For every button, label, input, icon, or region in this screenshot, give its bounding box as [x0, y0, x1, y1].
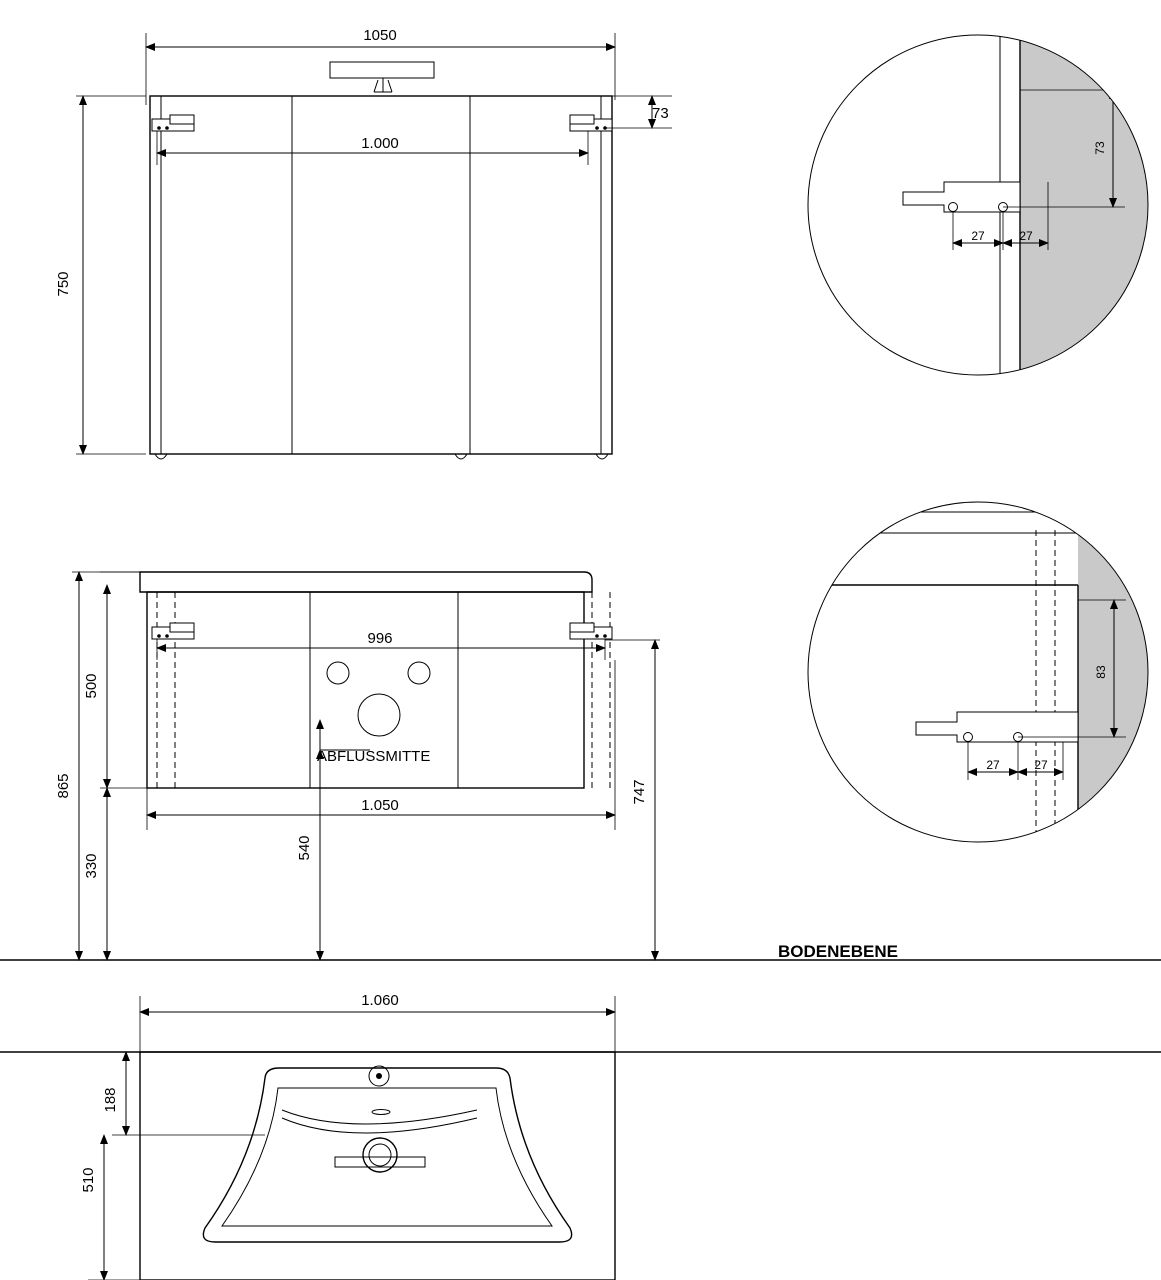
view-mirror-cabinet-front	[55, 27, 672, 459]
dim-mirror-overall-width: 1050	[363, 27, 397, 44]
dim-detail-top-spacing-left: 27	[971, 229, 985, 243]
dim-detail-top-wall-offset: 73	[1093, 141, 1107, 155]
wall-bracket-right	[570, 115, 612, 131]
dim-vanity-top-height: 747	[631, 779, 648, 805]
label-drain-center: ABFLUSSMITTE	[317, 748, 431, 765]
dim-vanity-height-floor: 330	[83, 853, 100, 879]
dim-vanity-cabinet-width: 1.050	[361, 797, 399, 814]
dim-vanity-height-bracket: 500	[83, 673, 100, 699]
dim-detail-bottom-spacing-left: 27	[986, 758, 1000, 772]
dim-mirror-overall-height: 750	[55, 271, 72, 297]
dim-vanity-total-height: 865	[55, 773, 72, 799]
dim-mirror-mounting-width: 1.000	[361, 135, 399, 152]
vanity-bracket-right	[570, 623, 612, 639]
wall-bracket-left	[152, 115, 194, 131]
dim-vanity-drain-height: 540	[296, 835, 313, 861]
dim-detail-top-spacing-right: 27	[1019, 229, 1033, 243]
dim-detail-bottom-wall-offset: 83	[1094, 665, 1108, 679]
view-basin-plan	[0, 992, 1161, 1280]
vanity-bracket-left	[152, 623, 194, 639]
detail-mirror-bracket	[808, 0, 1161, 420]
dim-basin-total-depth: 510	[80, 1167, 97, 1193]
dim-vanity-mounting-width: 996	[367, 630, 393, 647]
dim-mirror-bracket-offset: 73	[652, 105, 669, 122]
label-floor-level: BODENEBENE	[778, 942, 898, 961]
dim-basin-width: 1.060	[361, 992, 399, 1009]
detail-vanity-bracket	[760, 500, 1161, 860]
dim-detail-bottom-spacing-right: 27	[1034, 758, 1048, 772]
dim-basin-back-depth: 188	[102, 1087, 119, 1113]
